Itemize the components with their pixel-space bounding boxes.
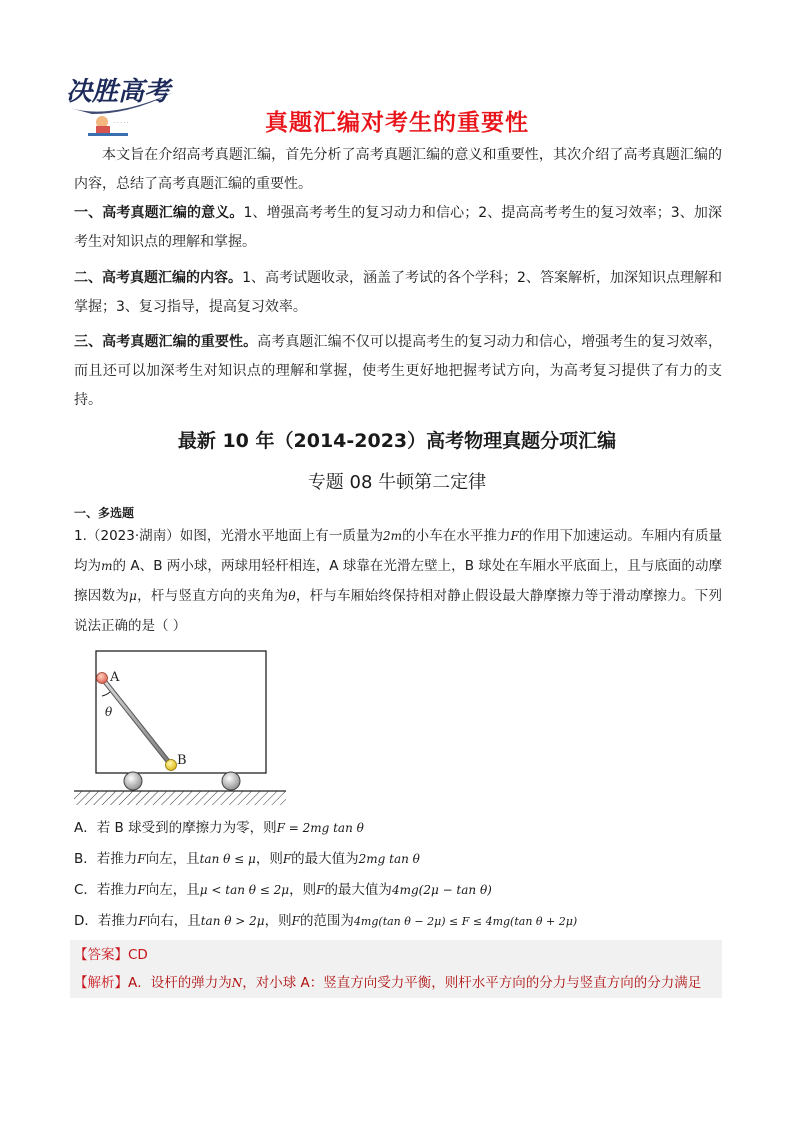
section-3-heading: 三、高考真题汇编的重要性。 [74, 334, 258, 350]
question-part: 的作用下加速运动。车厢内有质量均为 [74, 528, 723, 574]
ball-a [97, 673, 108, 684]
label-b: B [177, 753, 187, 768]
math-theta: θ [288, 589, 296, 603]
topic-title: 专题 08 牛顿第二定律 [307, 472, 487, 493]
option-math: 4mg(tan θ − 2μ) ≤ F ≤ 4mg(tan θ + 2μ) [353, 915, 578, 928]
option-text: 向右，且 [146, 913, 201, 929]
math-F: F [510, 529, 519, 543]
math-2m: 2m [383, 529, 403, 543]
question-part: ，杆与竖直方向的夹角为 [136, 588, 289, 604]
section-3-text: 高考真题汇编不仅可以提高考生的复习动力和信心，增强考生的复习效率，而且还可以加深考生对知识点的理解和掌握，使考生更好地把握考试方向，为高考复习提供了有力的支持。 [74, 334, 722, 408]
option-math: F [291, 914, 300, 928]
option-text: 的最大值为 [324, 882, 392, 898]
option-text: 的范围为 [299, 913, 354, 929]
section-1-text: 1、增强高考考生的复习动力和信心；2、提高高考考生的复习效率；3、加深考生对知识点的理解和掌握。 [74, 205, 722, 250]
logo-text: 决胜高考 [66, 77, 171, 107]
option-text: 的最大值为 [291, 851, 359, 867]
section-label: 一、多选题 [74, 506, 135, 520]
section-1 [74, 199, 722, 257]
option-c[interactable] [74, 880, 492, 900]
section-2-text: 1、高考试题收录，涵盖了考试的各个学科；2、答案解析，加深知识点理解和掌握；3、复习指导，提高复习效率。 [74, 270, 723, 315]
option-text: ，则 [264, 913, 292, 929]
analysis-line [74, 969, 701, 997]
option-text: 向左，且 [145, 851, 200, 867]
section-2 [74, 264, 722, 322]
option-math: tan θ > 2μ [200, 914, 265, 928]
option-math: μ < tan θ ≤ 2μ [199, 883, 290, 897]
option-math: F [137, 852, 146, 866]
option-text: D．若推力 [74, 913, 139, 929]
page-title: 真题汇编对考生的重要性 [265, 110, 529, 136]
question-part: 的小车在水平推力 [402, 528, 511, 544]
option-math: F [282, 852, 292, 866]
math-m: m [101, 559, 113, 573]
option-math: F [316, 883, 325, 897]
question-text [74, 521, 722, 641]
ball-b [166, 760, 177, 771]
option-text: ，则 [255, 851, 283, 867]
option-b[interactable] [74, 849, 420, 869]
ground-hatch [74, 791, 286, 805]
wheel-left [124, 772, 142, 790]
question-part: 的 A、B 两小球，两球用轻杆相连，A 球靠在光滑左壁上，B 球处在车厢水平底面上，且与底面的动摩擦因数为 [74, 558, 722, 604]
option-math: 2mg tan θ [358, 852, 420, 866]
math-mu: μ [129, 589, 137, 603]
option-math: F [137, 883, 146, 897]
option-math: F [138, 914, 147, 928]
answer-value: CD [128, 947, 148, 963]
option-text: A．若 B 球受到的摩擦力为零，则 [74, 820, 277, 836]
answer-line [74, 941, 148, 969]
question-part: ，杆与车厢始终保持相对静止假设最大静摩擦力等于滑动摩擦力。下列说法正确的是（ ） [74, 588, 723, 634]
option-text: B．若推力 [74, 851, 138, 867]
option-d[interactable] [74, 911, 577, 932]
option-math: tan θ ≤ μ [199, 852, 256, 866]
option-math: 4mg(2μ − tan θ) [391, 883, 492, 897]
label-theta: θ [105, 705, 113, 719]
section-2-heading: 二、高考真题汇编的内容。 [74, 270, 243, 286]
option-math: F = 2mg tan θ [276, 821, 364, 835]
svg-text:· · · · ·: · · · · · [114, 120, 129, 126]
analysis-label: 【解析】 [74, 975, 128, 991]
intro-paragraph: 本文旨在介绍高考真题汇编，首先分析了高考真题汇编的意义和重要性，其次介绍了高考真题汇编的内容，总结了高考真题汇编的重要性。 [74, 147, 722, 192]
cart-figure [72, 648, 290, 810]
math-N: N [231, 976, 243, 990]
option-text: C．若推力 [74, 882, 138, 898]
label-a: A [110, 670, 120, 685]
wheel-right [222, 772, 240, 790]
answer-label: 【答案】 [74, 947, 128, 963]
analysis-text: ，对小球 A：竖直方向受力平衡，则杆水平方向的分力与竖直方向的分力满足 [242, 975, 702, 991]
question-part: 1.（2023·湖南）如图，光滑水平地面上有一质量为 [74, 528, 384, 544]
option-a[interactable] [74, 818, 364, 838]
section-3 [74, 328, 722, 415]
section-1-heading: 一、高考真题汇编的意义。 [74, 205, 244, 221]
analysis-text: A．设杆的弹力为 [128, 975, 232, 991]
option-text: 向左，且 [145, 882, 200, 898]
collection-title: 最新 10 年（2014-2023）高考物理真题分项汇编 [177, 430, 617, 452]
option-text: ，则 [289, 882, 317, 898]
